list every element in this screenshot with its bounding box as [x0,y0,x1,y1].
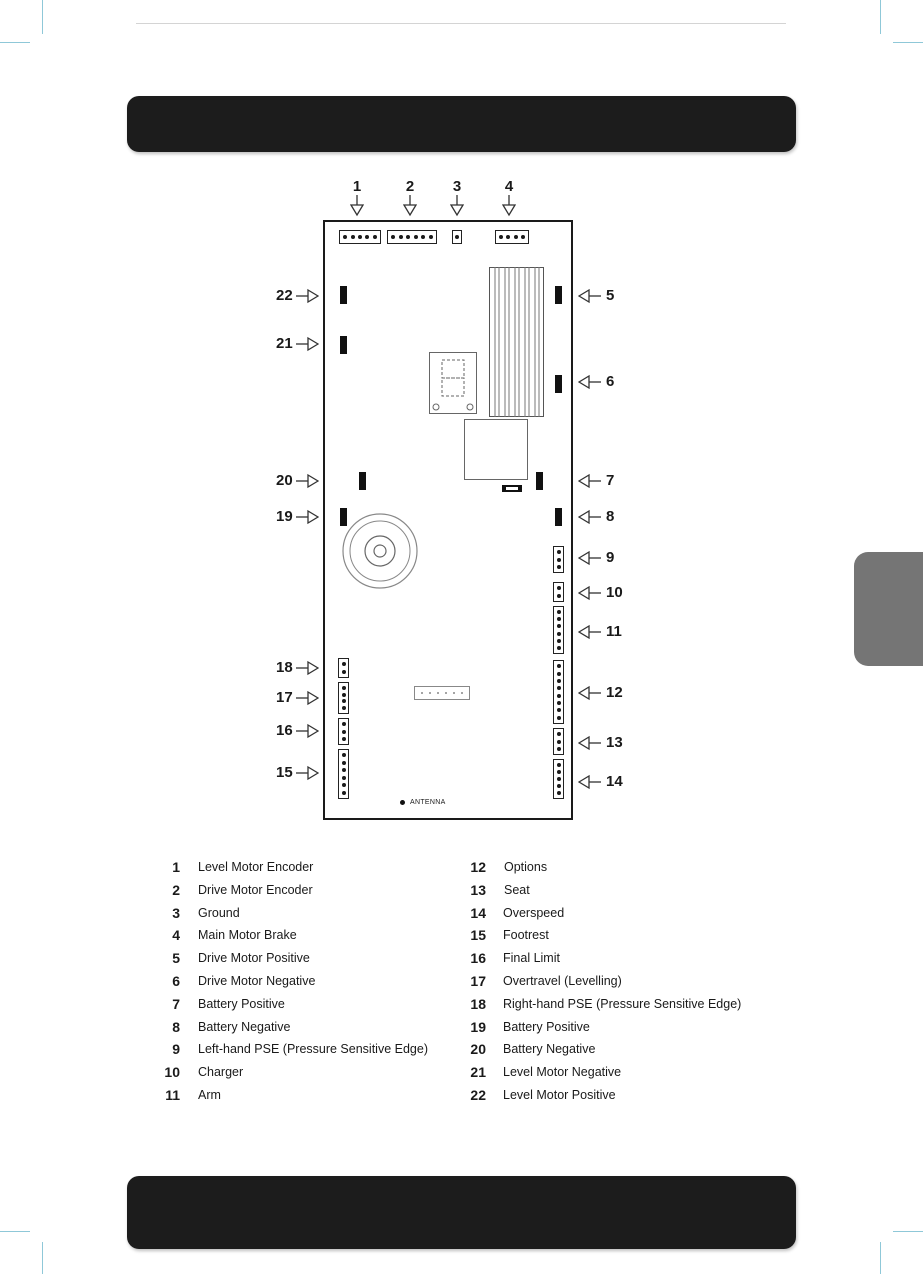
connector-17 [338,682,349,714]
legend-number: 14 [470,905,486,921]
legend-number: 17 [470,973,486,989]
legend-label: Level Motor Negative [503,1065,622,1079]
connector-10 [553,582,564,602]
callout-22 [276,287,319,304]
legend-label: Final Limit [503,951,560,965]
legend-label: Right-hand PSE (Pressure Sensitive Edge) [503,997,742,1011]
connector-13 [553,728,564,755]
arrow-right-icon [295,509,319,525]
terminal-19 [340,508,347,526]
terminal-6 [555,375,562,393]
callout-20 [276,472,319,489]
callout-1 [350,178,364,217]
callout-13 [578,734,623,751]
connector-14 [553,759,564,799]
connector-2 [387,230,437,244]
callout-17 [276,689,319,706]
callout-number: 12 [606,684,623,701]
callout-number: 22 [276,287,293,304]
callout-number: 20 [276,472,293,489]
crop-mark [880,1242,881,1274]
arrow-right-icon [295,690,319,706]
crop-mark [880,0,881,34]
section-tab [854,552,923,666]
callout-number: 3 [452,178,462,195]
legend-label: Battery Negative [503,1042,596,1056]
legend-number: 11 [165,1087,180,1103]
callout-number: 11 [606,623,622,640]
callout-number: 8 [606,508,615,525]
legend-number: 3 [172,905,180,921]
arrow-down-icon [403,195,417,217]
arrow-left-icon [578,624,602,640]
callout-6 [578,373,614,390]
connector-18 [338,658,349,678]
footer-banner [127,1176,796,1249]
control-board [323,220,573,820]
legend-label: Main Motor Brake [198,928,297,942]
callout-number: 14 [606,773,623,790]
buzzer [341,512,419,590]
legend-number: 8 [172,1019,180,1035]
legend-label: Level Motor Encoder [198,860,314,874]
crop-mark [42,1242,43,1274]
arrow-right-icon [295,723,319,739]
legend-label: Ground [198,906,240,920]
arrow-left-icon [578,735,602,751]
connector-11 [553,606,564,654]
arrow-right-icon [295,660,319,676]
callout-number: 2 [405,178,415,195]
callout-number: 7 [606,472,615,489]
legend-label: Left-hand PSE (Pressure Sensitive Edge) [198,1042,428,1056]
callout-number: 21 [276,335,293,352]
legend-number: 12 [470,859,486,875]
connector-4 [495,230,529,244]
callout-number: 9 [606,549,615,566]
callout-number: 1 [352,178,362,195]
antenna-dot [400,800,405,805]
arrow-right-icon [295,473,319,489]
header-rule [136,23,786,24]
terminal-20 [359,472,366,490]
callout-15 [276,764,319,781]
arrow-down-icon [502,195,516,217]
arrow-left-icon [578,774,602,790]
arrow-right-icon [295,288,319,304]
legend-number: 18 [470,996,486,1012]
legend-number: 20 [470,1041,486,1057]
arrow-left-icon [578,509,602,525]
arrow-left-icon [578,685,602,701]
callout-number: 18 [276,659,293,676]
legend-label: Overtravel (Levelling) [503,974,622,988]
callout-8 [578,508,614,525]
crop-mark [893,42,923,43]
callout-14 [578,773,623,790]
terminal-8 [555,508,562,526]
crop-mark [0,1231,30,1232]
connector-1 [339,230,381,244]
callout-18 [276,659,319,676]
terminal-22 [340,286,347,304]
callout-19 [276,508,319,525]
callout-number: 4 [504,178,514,195]
legend-number: 5 [172,950,180,966]
legend-label: Footrest [503,928,549,942]
legend-label: Drive Motor Encoder [198,883,313,897]
legend-number: 4 [172,927,180,943]
heatsink [489,267,544,417]
crop-mark [0,42,30,43]
legend-label: Battery Positive [198,997,285,1011]
legend-label: Drive Motor Negative [198,974,316,988]
callout-9 [578,549,614,566]
terminal-7 [536,472,543,490]
callout-3 [450,178,464,217]
arrow-left-icon [578,288,602,304]
legend-label: Overspeed [503,906,565,920]
legend-label: Options [504,860,548,874]
legend-label: Battery Negative [198,1020,291,1034]
arrow-left-icon [578,550,602,566]
terminal-21 [340,336,347,354]
legend-number: 15 [470,927,486,943]
legend-number: 7 [172,996,180,1012]
arrow-down-icon [450,195,464,217]
legend-label: Arm [198,1088,221,1102]
callout-11 [578,623,622,640]
legend-label: Seat [504,883,530,897]
led-display [429,352,477,414]
legend-number: 2 [172,882,180,898]
connector-9 [553,546,564,573]
callout-number: 16 [276,722,293,739]
legend-number: 21 [470,1064,486,1080]
arrow-left-icon [578,585,602,601]
header-banner [127,96,796,152]
connector-3 [452,230,462,244]
legend-number: 1 [172,859,180,875]
legend-label: Level Motor Positive [503,1088,616,1102]
callout-10 [578,584,623,601]
callout-number: 5 [606,287,615,304]
arrow-left-icon [578,473,602,489]
callout-5 [578,287,614,304]
callout-7 [578,472,614,489]
relay-block [464,419,530,497]
callout-number: 15 [276,764,293,781]
crop-mark [893,1231,923,1232]
connector-16 [338,718,349,745]
callout-number: 19 [276,508,293,525]
legend-number: 13 [470,882,486,898]
legend-number: 9 [172,1041,180,1057]
legend-label: Battery Positive [503,1020,590,1034]
legend-number: 16 [470,950,486,966]
arrow-right-icon [295,765,319,781]
callout-21 [276,335,319,352]
callout-number: 10 [606,584,623,601]
arrow-left-icon [578,374,602,390]
arrow-right-icon [295,336,319,352]
legend-number: 10 [164,1064,180,1080]
legend-number: 19 [470,1019,486,1035]
callout-number: 13 [606,734,623,751]
callout-4 [502,178,516,217]
connector-15 [338,749,349,799]
legend-number: 6 [172,973,180,989]
connector-12 [553,660,564,724]
legend-label: Charger [198,1065,244,1079]
crop-mark [42,0,43,34]
callout-2 [403,178,417,217]
callout-12 [578,684,623,701]
callout-number: 6 [606,373,615,390]
legend-label: Drive Motor Positive [198,951,310,965]
terminal-5 [555,286,562,304]
programming-header [414,686,470,700]
callout-16 [276,722,319,739]
antenna-label: ANTENNA [410,799,446,806]
callout-number: 17 [276,689,293,706]
arrow-down-icon [350,195,364,217]
legend-number: 22 [470,1087,486,1103]
antenna [400,799,446,806]
